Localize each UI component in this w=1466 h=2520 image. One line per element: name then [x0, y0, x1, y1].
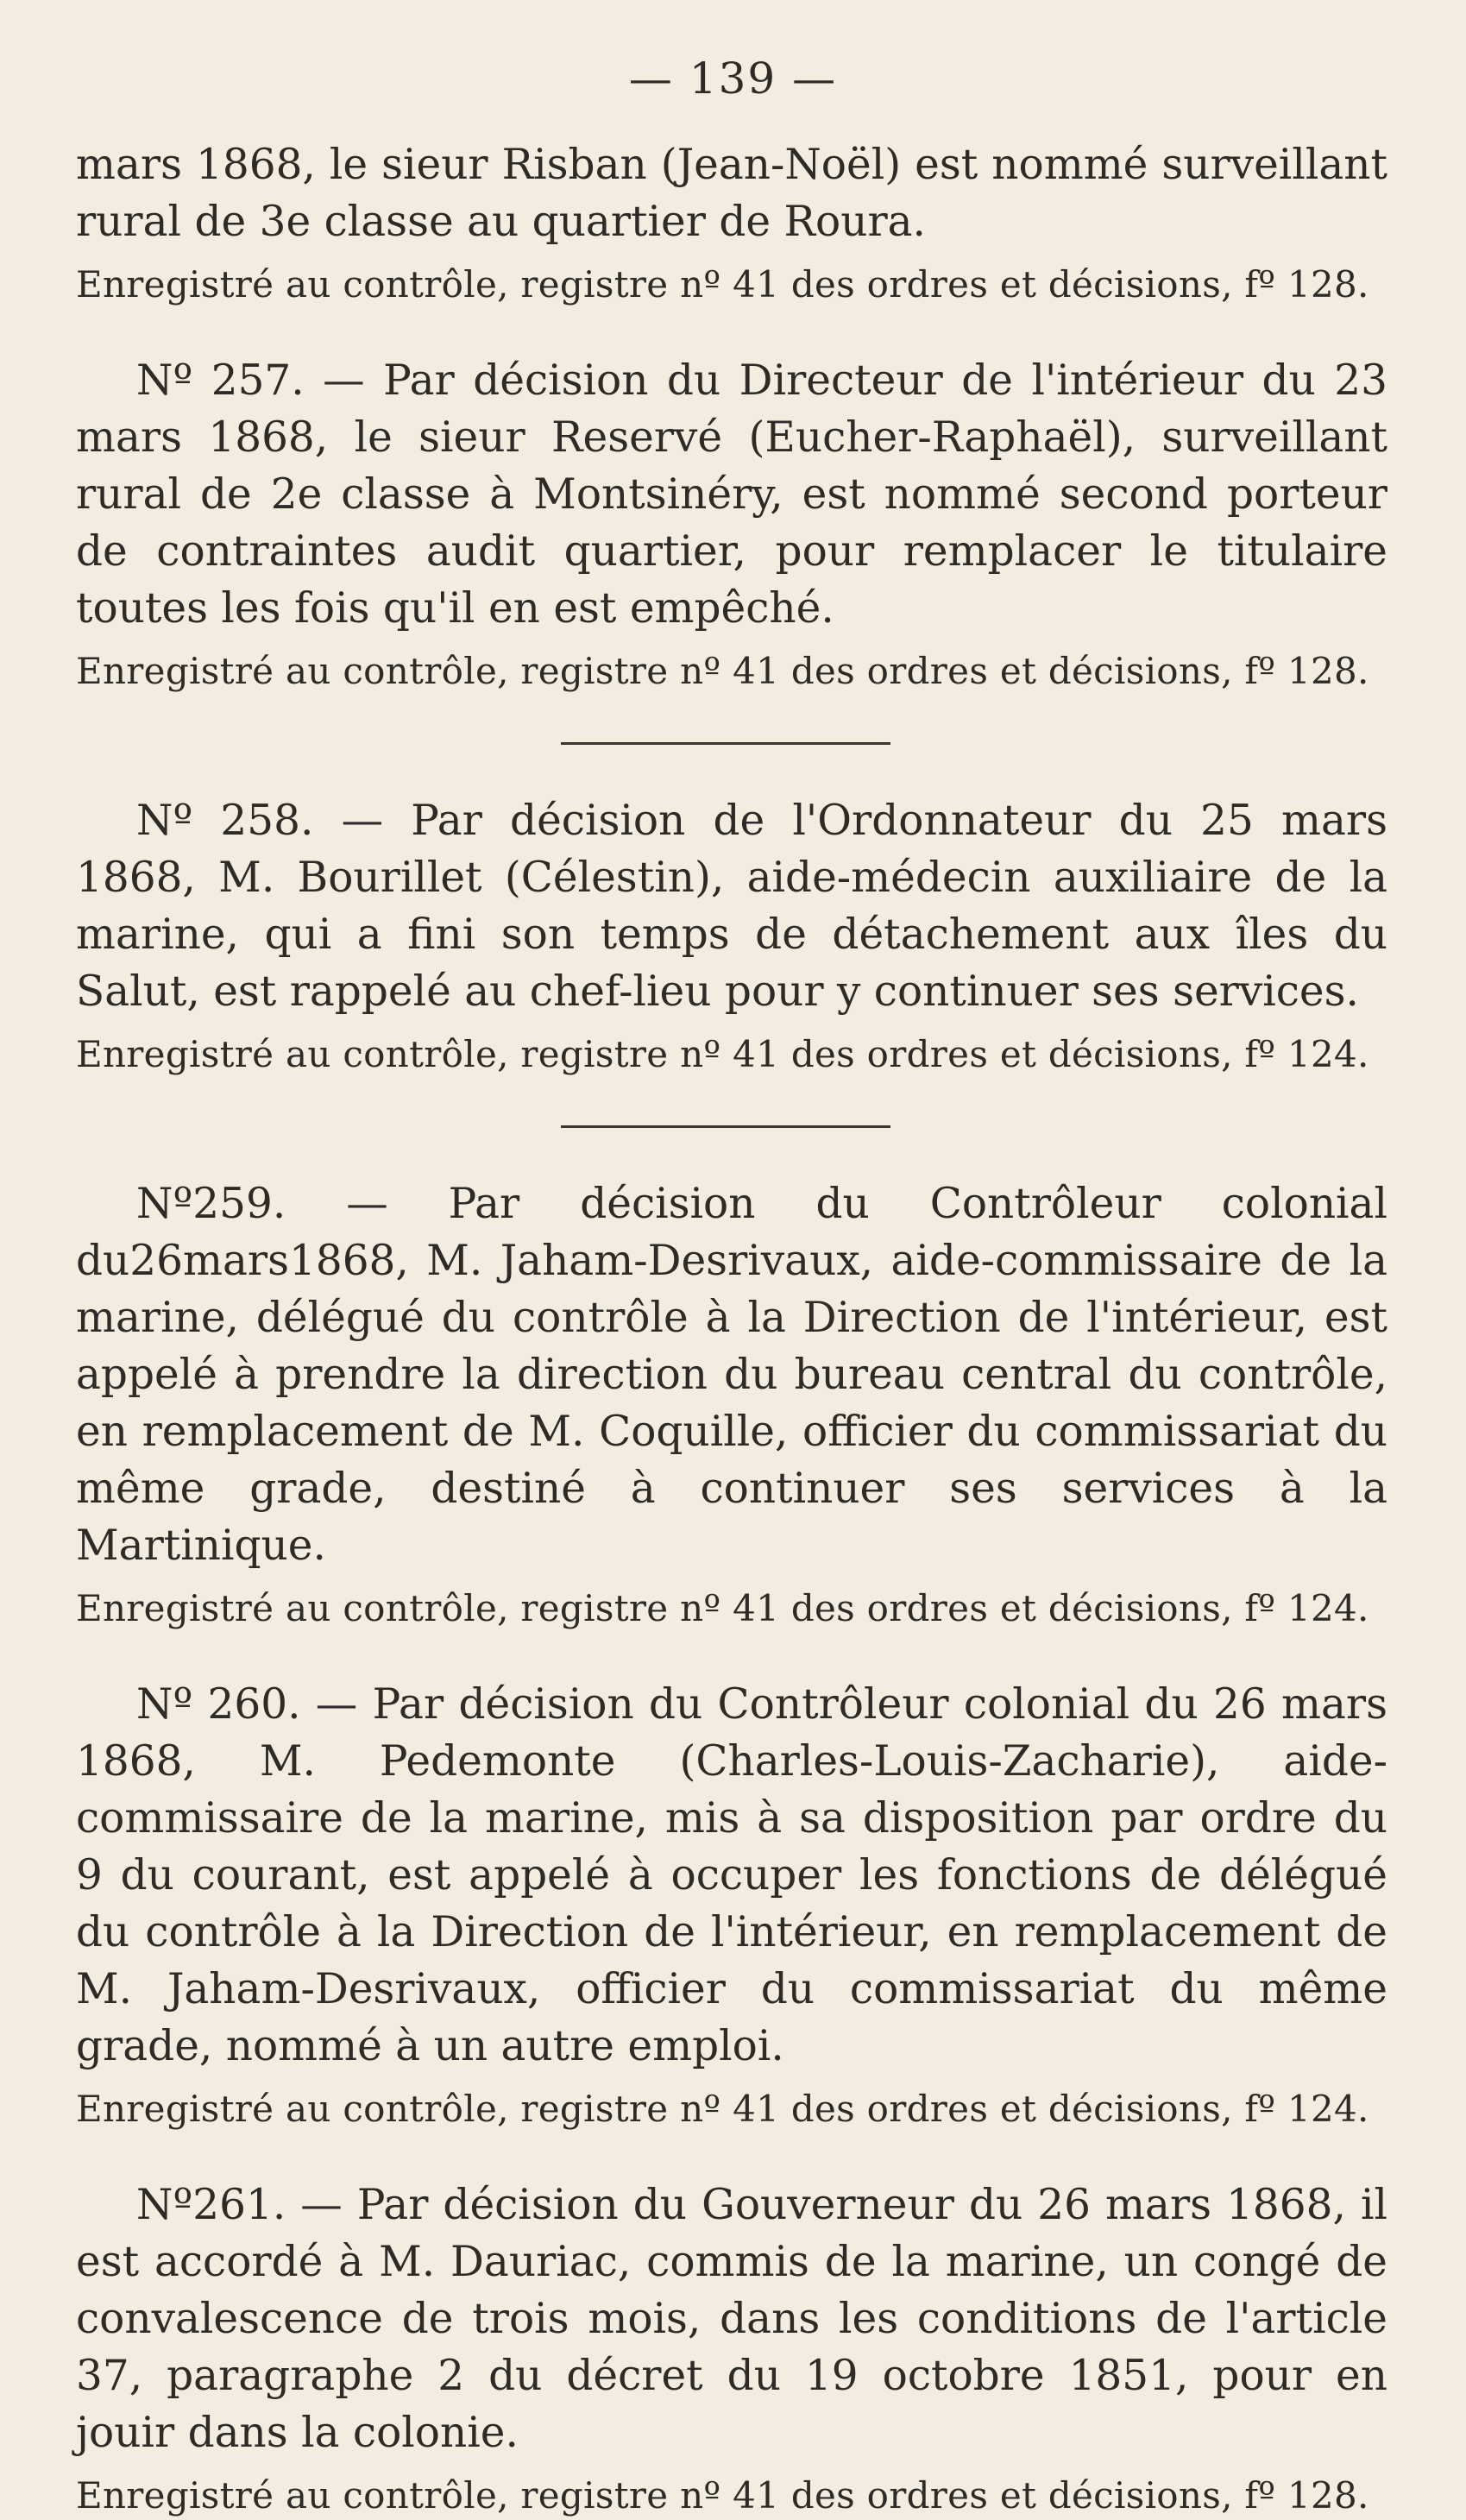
registry-note: Enregistré au contrôle, registre nº 41 des ordres et décisions, fº 128.: [76, 2474, 1369, 2517]
registry-note: Enregistré au contrôle, registre nº 41 des ordres et décisions, fº 128.: [76, 650, 1369, 692]
spacer: [76, 1633, 1387, 1676]
entry-258: [76, 792, 1387, 1079]
spacer: [76, 309, 1387, 352]
entry-260: [76, 1676, 1387, 2133]
horizontal-rule: [561, 1125, 890, 1128]
entry-261: [76, 2177, 1387, 2520]
entry-paragraph: Nº 257. — Par décision du Directeur de l'intérieur du 23 mars 1868, le sieur Reservé (Eucher-Raphaël), surveillant rural de 2e classe à Montsinéry, est nommé second porteur de contraintes audit quartier, pour remplacer le titulaire toutes les fois qu'il en est empêché.: [76, 356, 1387, 633]
text-column: [76, 136, 1387, 2520]
separator: [76, 1079, 1387, 1175]
registry-note: Enregistré au contrôle, registre nº 41 des ordres et décisions, fº 124.: [76, 1033, 1369, 1075]
intro-continuation: [76, 136, 1387, 309]
separator: [76, 696, 1387, 792]
intro-paragraph: mars 1868, le sieur Risban (Jean-Noël) est nommé surveillant rural de 3e classe au quartier de Roura.: [76, 141, 1387, 246]
spacer: [76, 2133, 1387, 2177]
entry-paragraph: Nº261. — Par décision du Gouverneur du 26 mars 1868, il est accordé à M. Dauriac, commis de la marine, un congé de convalescence de trois mois, dans les conditions de l'article 37, paragraphe 2 du décret du 19 octobre 1851, pour en jouir dans la colonie.: [76, 2181, 1387, 2457]
horizontal-rule: [561, 742, 890, 745]
registry-note: Enregistré au contrôle, registre nº 41 des ordres et décisions, fº 124.: [76, 2088, 1369, 2130]
entry-paragraph: Nº 258. — Par décision de l'Ordonnateur du 25 mars 1868, M. Bourillet (Célestin), aide-médecin auxiliaire de la marine, qui a fini son temps de détachement aux îles du Salut, est rappelé au chef-lieu pour y continuer ses services.: [76, 797, 1387, 1016]
registry-note: Enregistré au contrôle, registre nº 41 des ordres et décisions, fº 124.: [76, 1587, 1369, 1629]
entry-257: [76, 352, 1387, 696]
entry-259: [76, 1175, 1387, 1633]
page-number: — 139 —: [628, 54, 838, 104]
entry-paragraph: Nº 260. — Par décision du Contrôleur colonial du 26 mars 1868, M. Pedemonte (Charles-Louis-Zacharie), aide-commissaire de la marine, mis à sa disposition par ordre du 9 du courant, est appelé à occuper les fonctions de délégué du contrôle à la Direction de l'intérieur, en remplacement de M. Jaham-Desrivaux, officier du commissariat du même grade, nommé à un autre emploi.: [76, 1680, 1387, 2070]
entry-paragraph: Nº259. — Par décision du Contrôleur colonial du26mars1868, M. Jaham-Desrivaux, aide-commissaire de la marine, délégué du contrôle à la Direction de l'intérieur, est appelé à prendre la direction du bureau central du contrôle, en remplacement de M. Coquille, officier du commissariat du même grade, destiné à continuer ses services à la Martinique.: [76, 1180, 1387, 1570]
registry-note: Enregistré au contrôle, registre nº 41 des ordres et décisions, fº 128.: [76, 263, 1369, 306]
